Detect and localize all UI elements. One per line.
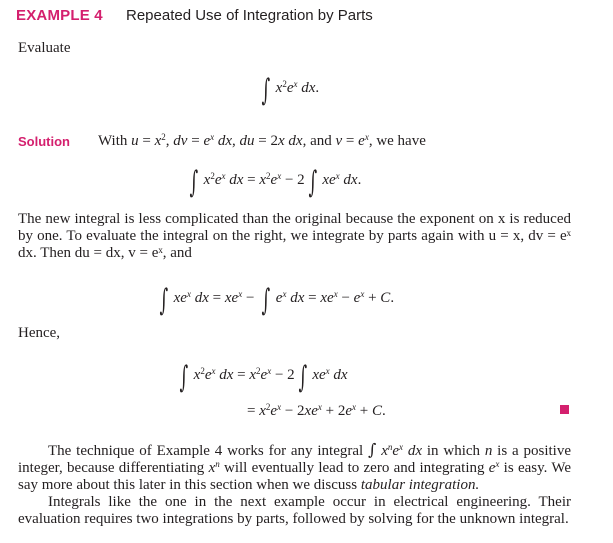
example-title: Repeated Use of Integration by Parts — [126, 7, 373, 24]
evaluate-label: Evaluate — [18, 40, 71, 56]
paragraph-2: The technique of Example 4 works for any integral ∫ $x^ne^x$ dx in which n is a positive integer, because differentiating $x^n$ will eventually lead to zero and integrating $e^x$ is easy. We say more about this later in this section when we discuss tabular integration. — [18, 440, 571, 493]
combined-equation-line1: ∫ $x^2e^x$ dx = $x^2e^x - 2$ ∫ $xe^x$ dx — [179, 360, 348, 395]
combined-equation-line2: = $x^2e^x - 2xe^x + 2e^x + C$. — [247, 402, 386, 419]
solution-substitution: With $u = x^2$, dv = $e^x$ dx, du = 2x dx, and $v = e^x$, we have — [98, 132, 426, 149]
hence-label: Hence, — [18, 325, 61, 341]
first-integration-equation: ∫ $x^2e^x$ dx = $x^2e^x - 2$ ∫ $xe^x$ dx. — [189, 165, 362, 200]
paragraph-1: The new integral is less complicated than the original because the exponent on x is reduced by one. To evaluate the integral on the right, we integrate by parts again with u = x, dv = eˣ dx. Then du = dx, v = eˣ, and — [18, 211, 571, 261]
end-of-example-marker — [560, 405, 569, 414]
second-integration-equation: ∫ $xe^x$ dx = $xe^x$ − ∫ $e^x$ dx = $xe^x - e^x + C$. — [159, 283, 395, 318]
paragraph-3: Integrals like the one in the next example occur in electrical engineering. Their evaluation requires two integrations by parts, followed by solving for the unknown integral. — [18, 494, 571, 527]
solution-label: Solution — [18, 134, 70, 149]
integral-problem: ∫ $x^2e^x$ dx. — [261, 73, 320, 108]
example-label: EXAMPLE 4 — [16, 7, 103, 24]
